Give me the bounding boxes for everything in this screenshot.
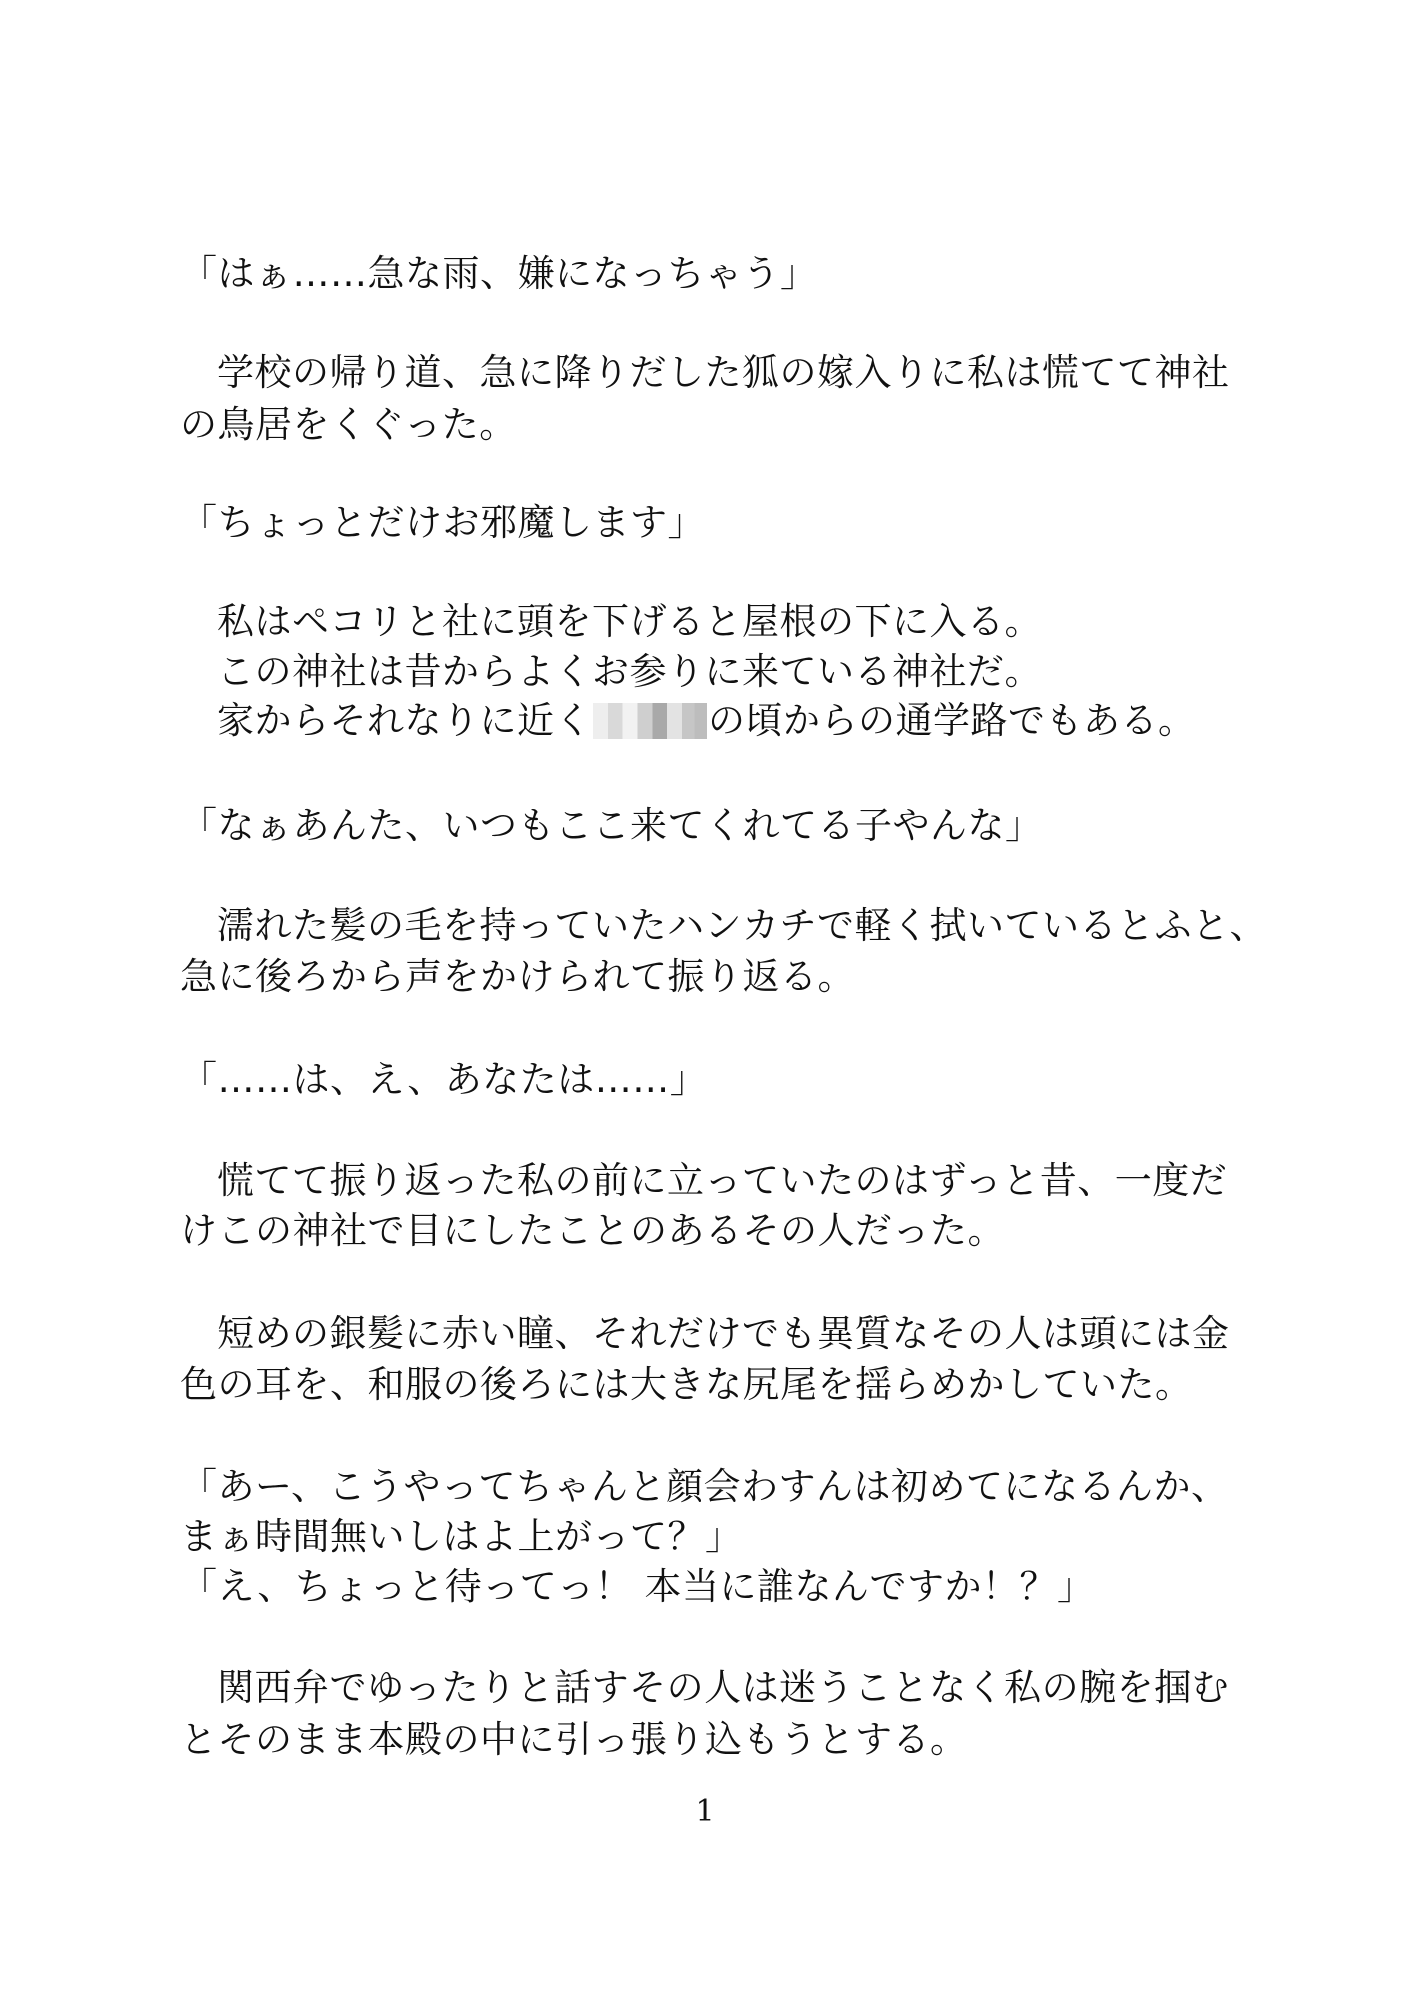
text-line-2: 学校の帰り道、急に降りだした狐の嫁入りに私は慌てて神社 [217,351,1230,394]
text-line-16: 「あー、こうやってちゃんと顔会わすんは初めてになるんか、 [180,1465,1229,1508]
text-line-14: 短めの銀髪に赤い瞳、それだけでも異質なその人は頭には金 [217,1312,1230,1355]
text-line-13: けこの神社で目にしたことのあるその人だった。 [180,1209,1005,1252]
text-line-4: 「ちょっとだけお邪魔します」 [180,501,705,544]
text-line-6: この神社は昔からよくお参りに来ている神社だ。 [217,650,1042,693]
text-line-1: 「はぁ……急な雨、嫌になっちゃう」 [180,252,818,295]
text-line-17: まぁ時間無いしはよ上がって？」 [180,1515,743,1558]
text-line-3: の鳥居をくぐった。 [180,403,517,446]
text-line-7-start: 家からそれなりに近く [217,699,592,742]
text-line-18: 「え、ちょっと待ってっ！ 本当に誰なんですか！？」 [180,1565,1095,1608]
text-line-20: とそのまま本殿の中に引っ張り込もうとする。 [180,1718,968,1761]
text-line-12: 慌てて振り返った私の前に立っていたのはずっと昔、一度だ [217,1159,1228,1202]
page-number: 1 [695,1794,715,1829]
text-line-15: 色の耳を、和服の後ろには大きな尻尾を揺らめかしていた。 [180,1363,1193,1406]
text-line-7 [180,697,1196,745]
text-line-5: 私はペコリと社に頭を下げると屋根の下に入る。 [217,600,1042,643]
text-line-7-end: の頃からの通学路でもある。 [708,699,1196,742]
text-line-9: 濡れた髪の毛を持っていたハンカチで軽く拭いているとふと、 [217,904,1267,947]
text-line-8: 「なぁあんた、いつもここ来てくれてる子やんな」 [180,804,1043,847]
censored-mosaic [593,703,707,739]
text-line-10: 急に後ろから声をかけられて振り返る。 [180,955,855,998]
text-line-19: 関西弁でゆったりと話すその人は迷うことなく私の腕を掴む [217,1666,1230,1709]
text-line-11: 「……は、え、あなたは……」 [180,1058,708,1101]
